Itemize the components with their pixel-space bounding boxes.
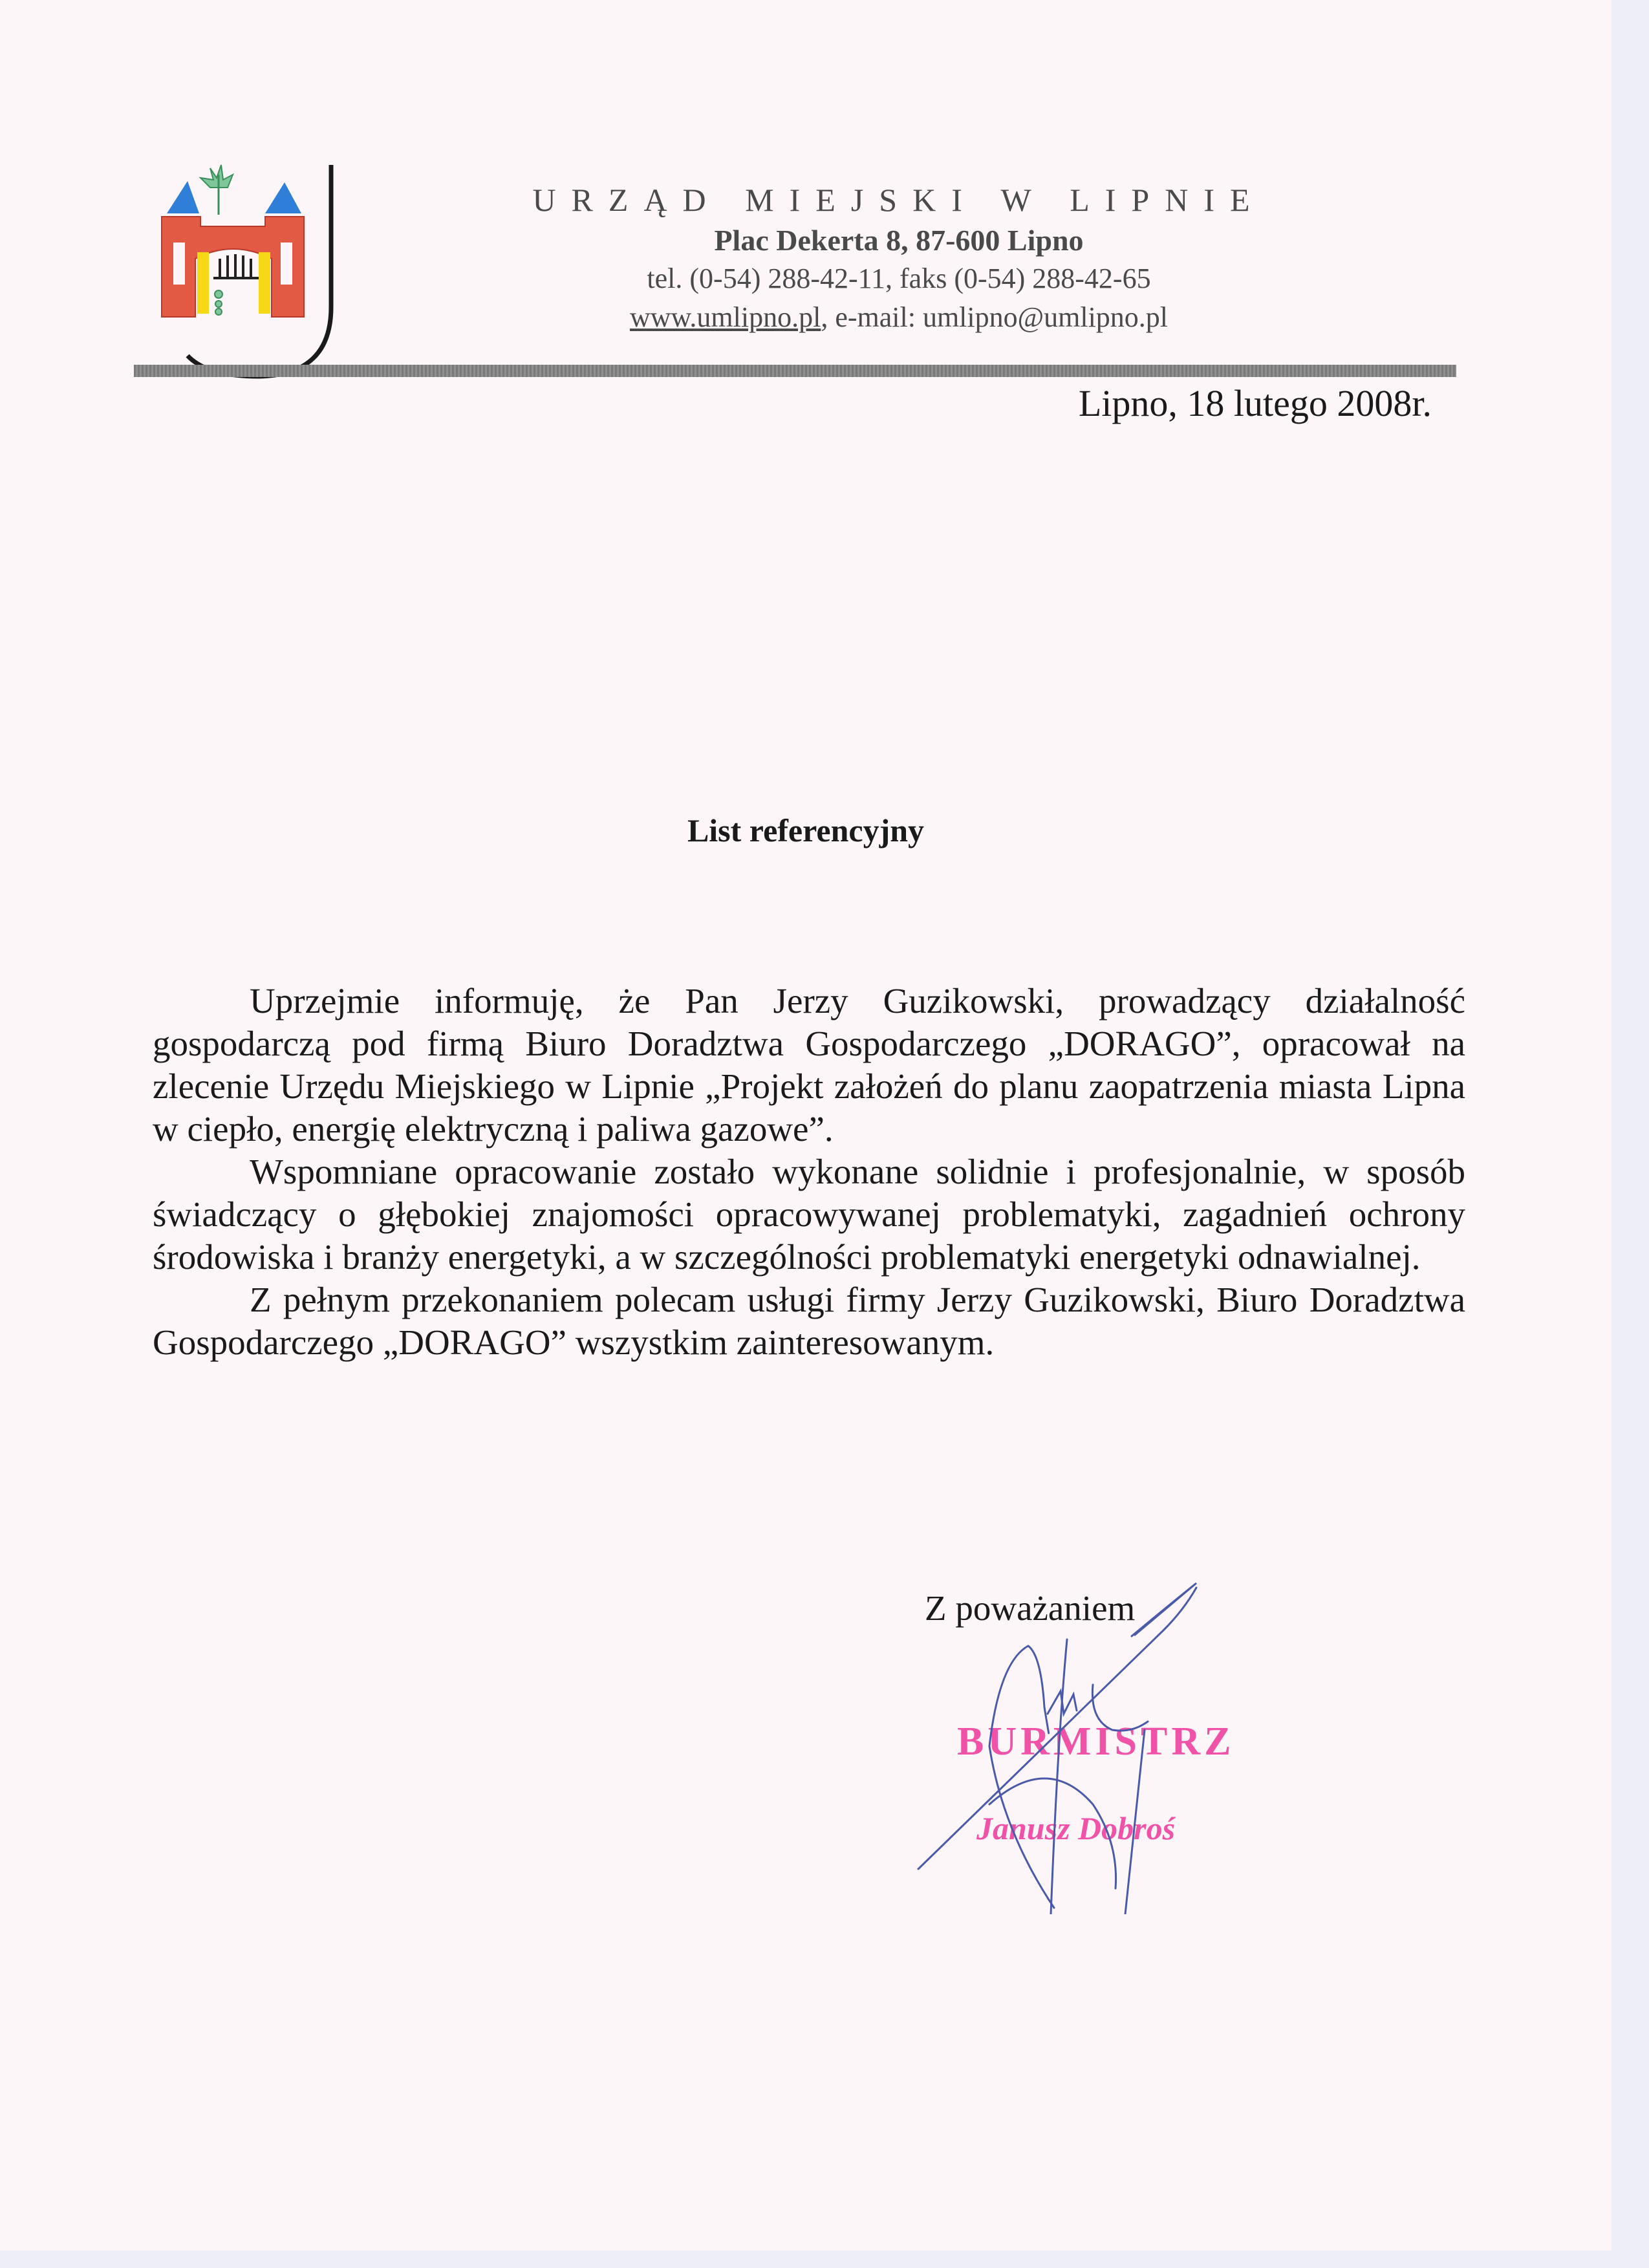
office-phone-fax: tel. (0-54) 288-42-11, faks (0-54) 288-42-65	[647, 263, 1151, 294]
body-paragraph: Z pełnym przekonaniem polecam usługi firmy Jerzy Guzikowski, Biuro Doradztwa Gospodarczego „DORAGO” wszystkim zainteresowanym.	[153, 1280, 1465, 1362]
closing-salutation: Z poważaniem	[925, 1588, 1136, 1628]
header-divider	[134, 365, 1456, 377]
letter-title: List referencyjny	[687, 812, 925, 848]
email-text: , e-mail: umlipno@umlipno.pl	[821, 301, 1169, 333]
office-address: Plac Dekerta 8, 87-600 Lipno	[714, 224, 1084, 257]
letterhead	[504, 178, 1293, 337]
office-name: URZĄD MIEJSKI W LIPNIE	[532, 182, 1266, 218]
stamp-title: BURMISTRZ	[957, 1720, 1235, 1764]
body-paragraph: Uprzejmie informuję, że Pan Jerzy Guzikowski, prowadzący działalność gospodarczą pod firmą Biuro Doradztwa Gospodarczego „DORAGO”, opracował na zlecenie Urzędu Miejskiego w Lipnie „Projekt założeń do planu zaopatrzenia miasta Lipna w ciepło, energię elektryczną i paliwa gazowe”.	[153, 981, 1465, 1149]
coat-of-arms-icon	[149, 142, 343, 388]
letter-date: Lipno, 18 lutego 2008r.	[1078, 382, 1432, 424]
stamp-name: Janusz Dobroś	[976, 1810, 1176, 1846]
handwritten-signature	[892, 1552, 1313, 1914]
website-link[interactable]: www.umlipno.pl	[629, 301, 821, 333]
letter-body	[153, 980, 1465, 1364]
body-paragraph: Wspomniane opracowanie zostało wykonane solidnie i profesjonalnie, w sposób świadczący o głębokiej znajomości opracowywanej problematyki, zagadnień ochrony środowiska i branży energetyki, a w szczególności problematyki energetyki odnawialnej.	[153, 1152, 1465, 1277]
office-web-email	[504, 298, 1293, 337]
